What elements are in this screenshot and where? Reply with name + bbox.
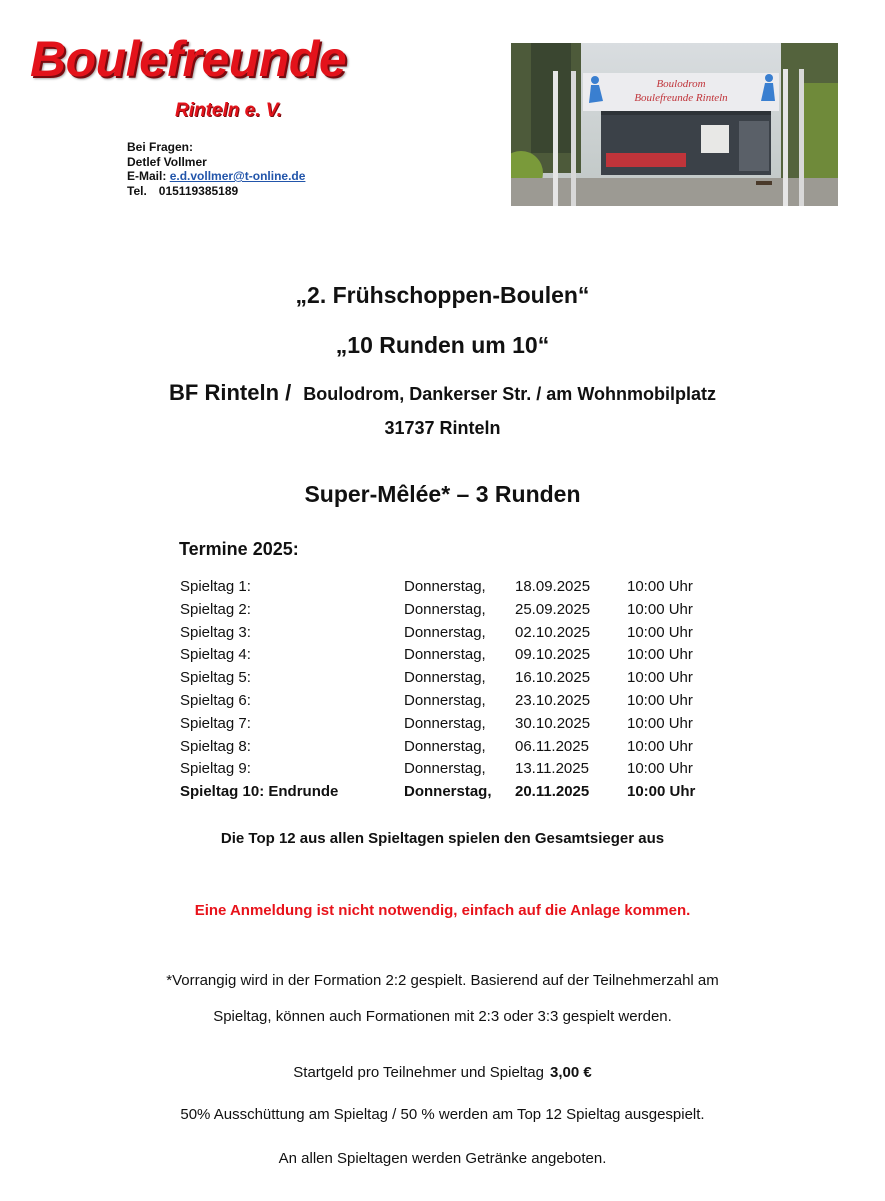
payout-note: 50% Ausschüttung am Spieltag / 50 % werden am Top 12 Spieltag ausgespielt. bbox=[180, 1106, 705, 1123]
row-date: 06.11.2025 bbox=[515, 737, 589, 755]
row-label: Spieltag 4: bbox=[180, 646, 251, 664]
row-time: 10:00 Uhr bbox=[627, 600, 693, 618]
startgeld-value: 3,00 € bbox=[550, 1064, 592, 1081]
row-day: Donnerstag, bbox=[404, 623, 486, 641]
row-date: 18.09.2025 bbox=[515, 578, 591, 595]
row-day: Donnerstag, bbox=[404, 783, 492, 801]
registration-note: Eine Anmeldung ist nicht notwendig, einfach auf die Anlage kommen. bbox=[194, 902, 691, 919]
row-time: 10:00 Uhr bbox=[627, 578, 693, 595]
sign-line2: Boulefreunde Rinteln bbox=[634, 92, 728, 104]
row-date: 30.10.2025 bbox=[515, 714, 591, 732]
row-day: Donnerstag, bbox=[404, 646, 486, 664]
row-date: 16.10.2025 bbox=[515, 669, 591, 687]
game-format: Super-Mêlée* – 3 Runden bbox=[304, 481, 581, 507]
row-day: Donnerstag, bbox=[404, 714, 486, 732]
row-day: Donnerstag, bbox=[404, 691, 486, 709]
row-time: 10:00 Uhr bbox=[627, 714, 693, 732]
contact-block bbox=[127, 140, 305, 198]
schedule-row bbox=[180, 738, 740, 761]
schedule-title: Termine 2025: bbox=[179, 539, 299, 559]
row-time: 10:00 Uhr bbox=[627, 623, 693, 641]
tel-label: Tel. bbox=[127, 183, 147, 198]
row-time: 10:00 Uhr bbox=[627, 669, 693, 687]
drinks-note: An allen Spieltagen werden Getränke angeboten. bbox=[278, 1150, 607, 1167]
row-day: Donnerstag, bbox=[404, 600, 486, 618]
schedule-row bbox=[180, 601, 740, 624]
row-day: Donnerstag, bbox=[404, 760, 486, 778]
row-date: 09.10.2025 bbox=[515, 646, 591, 664]
event-title: „2. Frühschoppen-Boulen“ bbox=[295, 282, 590, 308]
location-club: BF Rinteln / bbox=[169, 380, 292, 405]
row-label: Spieltag 6: bbox=[180, 691, 251, 709]
row-date: 02.10.2025 bbox=[515, 623, 591, 641]
location-line bbox=[0, 380, 885, 406]
contact-intro: Bei Fragen: bbox=[127, 140, 194, 154]
formation-note-line2: Spieltag, können auch Formationen mit 2:3 oder 3:3 gespielt werden. bbox=[213, 1008, 672, 1025]
logo-subtitle: Rinteln e. V. bbox=[175, 100, 282, 121]
schedule-row bbox=[180, 669, 740, 692]
contact-email-row bbox=[127, 169, 305, 184]
row-time: 10:00 Uhr bbox=[627, 691, 693, 709]
email-link[interactable]: e.d.vollmer@t-online.de bbox=[169, 169, 306, 183]
row-label: Spieltag 5: bbox=[180, 669, 251, 687]
schedule-row bbox=[180, 715, 740, 738]
row-time: 10:00 Uhr bbox=[627, 737, 693, 755]
row-label: Spieltag 2: bbox=[180, 600, 251, 618]
contact-tel-row bbox=[127, 184, 305, 199]
logo-title: Boulefreunde bbox=[30, 31, 347, 87]
email-label: E-Mail: bbox=[127, 169, 167, 183]
row-label: Spieltag 1: bbox=[180, 578, 251, 595]
row-day: Donnerstag, bbox=[404, 669, 486, 687]
row-date: 25.09.2025 bbox=[515, 600, 591, 618]
event-subtitle: „10 Runden um 10“ bbox=[335, 332, 550, 358]
schedule-row bbox=[180, 624, 740, 647]
row-label: Spieltag 3: bbox=[180, 623, 251, 641]
formation-note-line1: *Vorrangig wird in der Formation 2:2 gespielt. Basierend auf der Teilnehmerzahl am bbox=[166, 972, 719, 989]
schedule-row bbox=[180, 760, 740, 783]
row-label: Spieltag 7: bbox=[180, 714, 251, 732]
row-date: 20.11.2025 bbox=[515, 783, 590, 801]
row-day: Donnerstag, bbox=[404, 737, 486, 755]
row-date: 23.10.2025 bbox=[515, 691, 591, 709]
row-time: 10:00 Uhr bbox=[627, 646, 693, 664]
contact-name: Detlef Vollmer bbox=[127, 154, 207, 169]
top12-note: Die Top 12 aus allen Spieltagen spielen den Gesamtsieger aus bbox=[220, 830, 665, 847]
schedule-row bbox=[180, 692, 740, 715]
schedule-row bbox=[180, 578, 740, 601]
schedule-row bbox=[180, 646, 740, 669]
schedule-row-final bbox=[180, 783, 740, 806]
row-time: 10:00 Uhr bbox=[627, 760, 693, 778]
row-label: Spieltag 8: bbox=[180, 737, 251, 755]
boulodrom-photo bbox=[511, 43, 838, 206]
location-city: 31737 Rinteln bbox=[384, 418, 501, 438]
tel-value: 015119385189 bbox=[158, 183, 239, 198]
row-label: Spieltag 9: bbox=[180, 760, 251, 778]
row-date: 13.11.2025 bbox=[515, 760, 589, 778]
row-label: Spieltag 10: Endrunde bbox=[180, 783, 339, 801]
row-time: 10:00 Uhr bbox=[627, 783, 696, 801]
sign-line1: Boulodrom bbox=[656, 78, 706, 90]
location-address: Boulodrom, Dankerser Str. / am Wohnmobilplatz bbox=[303, 384, 716, 404]
startgeld-line bbox=[0, 1064, 885, 1081]
row-day: Donnerstag, bbox=[404, 578, 486, 595]
schedule-table bbox=[180, 578, 740, 806]
startgeld-label: Startgeld pro Teilnehmer und Spieltag bbox=[293, 1064, 544, 1081]
